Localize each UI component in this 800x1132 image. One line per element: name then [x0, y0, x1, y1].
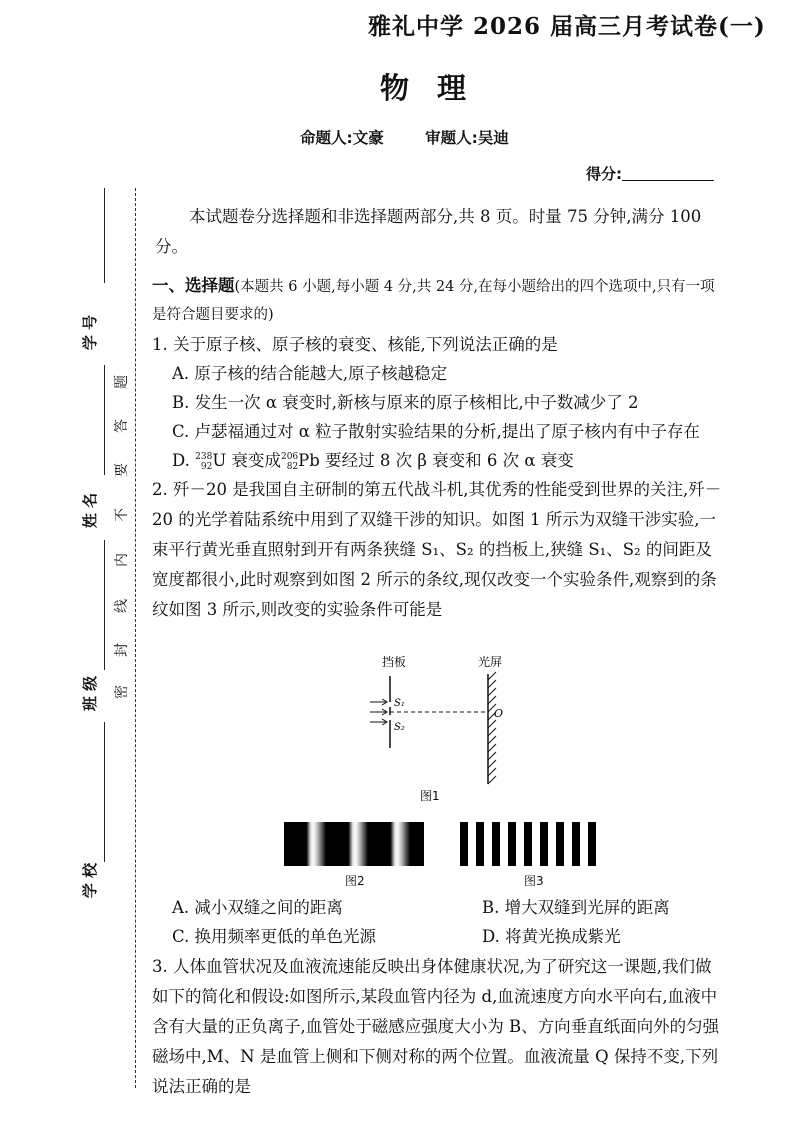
- seal-char: 密: [114, 685, 130, 699]
- name-blank: [104, 365, 105, 475]
- figure-3-fringes: [460, 822, 602, 866]
- author: 命题人:文豪: [300, 129, 384, 147]
- q3-stem: 3. 人体血管状况及血液流速能反映出身体健康状况,为了研究这一课题,我们做如下的简化和假设:如图所示,某段血管内径为 d,血流速度方向水平向右,血液中含有大量的正负离子,血管处于磁感应强度大小为 B、方向垂直纸面向外的匀强磁场中,M、N 是血管上侧和下侧对称的两个位置。血液流量 Q 保持不变,下列说法正确的是: [152, 957, 720, 1096]
- class-blank: [104, 540, 105, 670]
- fringe-transition: [382, 822, 410, 866]
- s2-label: S₂: [394, 722, 405, 733]
- option-letter: D.: [172, 451, 190, 470]
- pb-mass-number: 206: [280, 451, 299, 462]
- fringe-transition: [340, 822, 368, 866]
- seal-dashed-line: [135, 188, 136, 1088]
- option-text: 要经过 8 次 β 衰变和 6 次 α 衰变: [319, 451, 574, 470]
- screen-label: 光屏: [478, 655, 503, 669]
- score-blank: [622, 180, 714, 181]
- q1-option-a: A. 原子核的结合能越大,原子核越稳定: [172, 364, 448, 383]
- option-text: 衰变成: [226, 451, 281, 470]
- pb-symbol: Pb: [298, 451, 320, 470]
- seal-char: 封: [114, 643, 130, 657]
- screen-hatching: [488, 672, 496, 784]
- s1-label: S₁: [394, 698, 405, 709]
- seal-char: 线: [114, 599, 130, 613]
- q1-option-b: B. 发生一次 α 衰变时,新核与原来的原子核相比,中子数减少了 2: [172, 393, 639, 412]
- dark-fringes: [460, 822, 596, 866]
- q2-option-c: C. 换用频率更低的单色光源: [172, 927, 377, 946]
- section-name: 一、选择题: [152, 276, 235, 295]
- class-label: 班 级: [81, 675, 100, 712]
- fig3-caption: 图3: [524, 874, 544, 888]
- reviewer: 审题人:吴迪: [425, 129, 509, 147]
- dark-fringe: [326, 822, 340, 866]
- section-title: [152, 272, 727, 329]
- q2-option-a: A. 减小双缝之间的距离: [172, 898, 343, 917]
- exam-intro: 本试题卷分选择题和非选择题两部分,共 8 页。时量 75 分钟,满分 100 分。: [155, 207, 702, 256]
- name-label: 姓 名: [81, 492, 100, 529]
- school-label: 学 校: [81, 862, 100, 899]
- figure-1-double-slit: [360, 650, 520, 810]
- seal-char: 要: [114, 463, 130, 477]
- fig2-caption: 图2: [345, 874, 365, 888]
- plate-label: 挡板: [382, 655, 407, 669]
- u-symbol: U: [212, 451, 227, 470]
- u-nuclide-indices: [195, 452, 212, 472]
- q1-option-d: [172, 446, 574, 476]
- seal-char: 答: [114, 419, 130, 433]
- o-label: O: [494, 707, 504, 720]
- seal-char: 内: [114, 553, 130, 567]
- u-atomic-number: 92: [200, 461, 213, 472]
- dark-fringe: [368, 822, 382, 866]
- q2-stem: 2. 歼－20 是我国自主研制的第五代战斗机,其优秀的性能受到世界的关注,歼－20 的光学着陆系统中用到了双缝干涉的知识。如图 1 所示为双缝干涉实验,一束平行黄光垂直照射到开有两条狭缝 S₁、S₂ 的挡板上,狭缝 S₁、S₂ 的间距及宽度都很小,此时观察到如图 2 所示的条纹,现仅改变一个实验条件,观察到的条纹如图 3 所示,则改变的实验条件可能是: [152, 480, 722, 619]
- figure-2-fringes: [284, 822, 424, 866]
- dark-fringe: [410, 822, 424, 866]
- score-label: 得分:: [586, 165, 622, 183]
- fig1-caption: 图1: [420, 789, 440, 803]
- school-exam-title: 雅礼中学 2026 届高三月考试卷(一): [368, 13, 766, 40]
- seal-char: 题: [114, 375, 130, 389]
- school-blank: [104, 722, 105, 862]
- u-mass-number: 238: [195, 451, 213, 462]
- section-desc: (本题共 6 小题,每小题 4 分,共 24 分,在每小题给出的四个选项中,只有一项是符合题目要求的): [152, 279, 715, 323]
- student-id-label: 学 号: [81, 314, 100, 351]
- q2-option-d: D. 将黄光换成紫光: [482, 927, 621, 946]
- pb-nuclide-indices: [281, 452, 298, 472]
- seal-char: 不: [114, 508, 130, 522]
- pb-atomic-number: 82: [286, 461, 299, 472]
- dark-fringe: [284, 822, 298, 866]
- exam-makers: [300, 126, 545, 148]
- q2-option-b: B. 增大双缝到光屏的距离: [482, 898, 670, 917]
- q1-stem: 1. 关于原子核、原子核的衰变、核能,下列说法正确的是: [152, 335, 558, 354]
- fringe-transition: [298, 822, 326, 866]
- q1-option-c: C. 卢瑟福通过对 α 粒子散射实验结果的分析,提出了原子核内有中子存在: [172, 422, 700, 441]
- subject-title: 物理: [380, 71, 495, 105]
- student-id-blank: [104, 188, 105, 283]
